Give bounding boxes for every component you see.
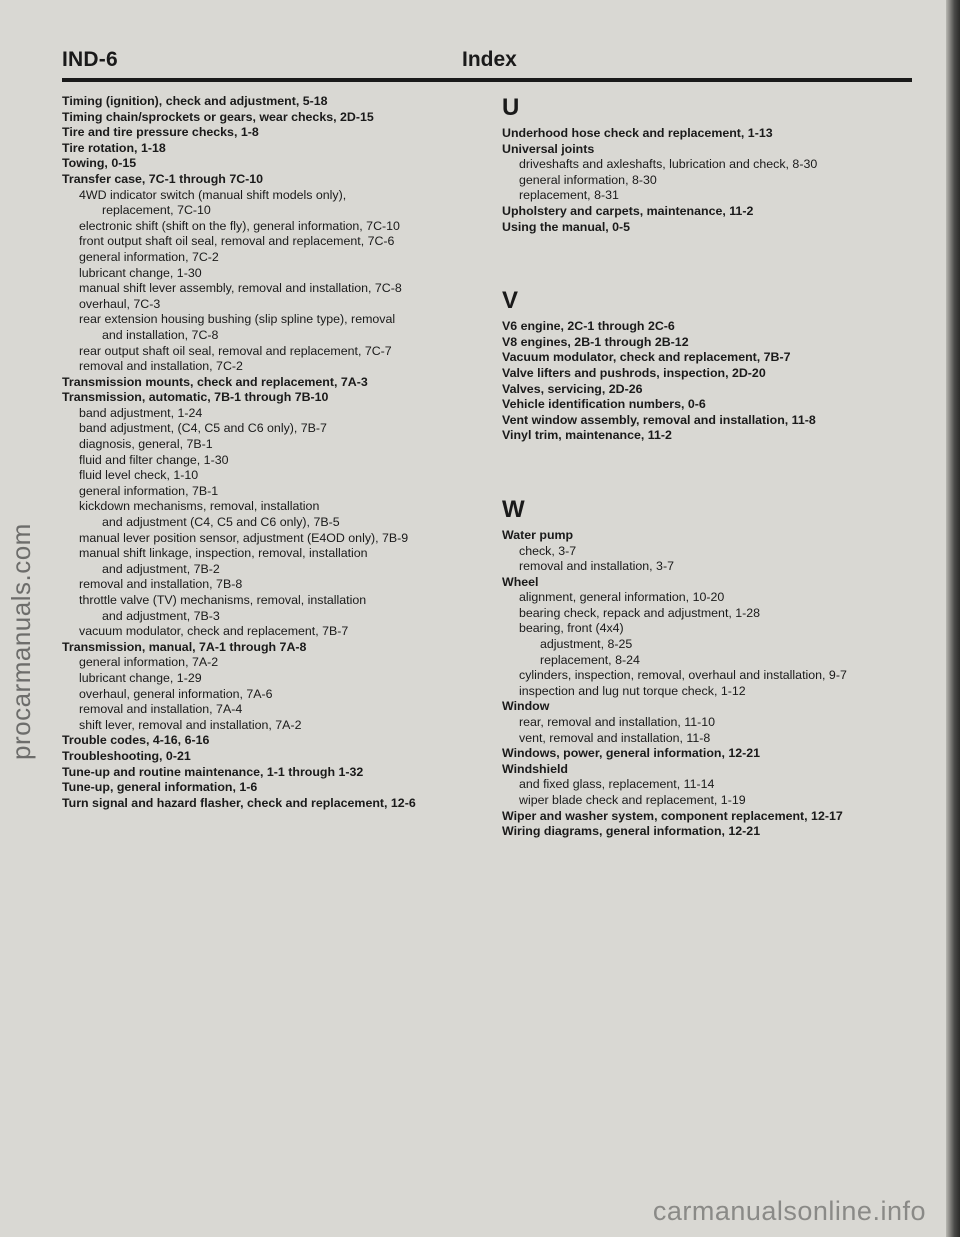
index-entry: Vehicle identification numbers, 0-6 <box>502 397 706 412</box>
index-subentry: removal and installation, 7B-8 <box>79 577 243 592</box>
index-subentry: electronic shift (shift on the fly), general information, 7C-10 <box>79 218 400 233</box>
index-entry: Water pump <box>502 527 574 542</box>
page-number: IND-6 <box>62 48 118 71</box>
index-entry: Vinyl trim, maintenance, 11-2 <box>502 428 672 443</box>
index-entry: Turn signal and hazard flasher, check and replacement, 12-6 <box>62 795 416 810</box>
index-entry: Universal joints <box>502 141 595 156</box>
index-entry: Transmission mounts, check and replacement, 7A-3 <box>62 374 368 389</box>
page-header <box>62 48 912 82</box>
index-subentry: and adjustment, 7B-3 <box>102 608 220 623</box>
index-subentry: general information, 8-30 <box>519 172 657 187</box>
index-entry: Timing chain/sprockets or gears, wear checks, 2D-15 <box>62 109 374 124</box>
index-subentry: check, 3-7 <box>519 543 577 558</box>
spacer <box>502 444 912 496</box>
index-subentry: and installation, 7C-8 <box>102 327 219 342</box>
index-entry: Troubleshooting, 0-21 <box>62 748 191 763</box>
index-entry: Transmission, automatic, 7B-1 through 7B-10 <box>62 390 329 405</box>
index-subentry: inspection and lug nut torque check, 1-12 <box>519 683 746 698</box>
index-subentry: lubricant change, 1-29 <box>79 670 202 685</box>
index-entry: Transmission, manual, 7A-1 through 7A-8 <box>62 639 307 654</box>
section-letter-v: V <box>502 287 519 315</box>
index-entry: Underhood hose check and replacement, 1-13 <box>502 126 773 140</box>
watermark-side: procarmanuals.com <box>6 523 36 760</box>
index-entry: Valve lifters and pushrods, inspection, 2D-20 <box>502 365 766 380</box>
index-subentry: rear output shaft oil seal, removal and replacement, 7C-7 <box>79 343 392 358</box>
watermark-bottom: carmanualsonline.info <box>652 1196 926 1226</box>
index-subentry: bearing check, repack and adjustment, 1-28 <box>519 605 761 620</box>
index-subentry: diagnosis, general, 7B-1 <box>79 437 213 452</box>
section-u-entries <box>502 126 912 235</box>
index-subentry: fluid and filter change, 1-30 <box>79 452 229 467</box>
index-subentry: replacement, 8-24 <box>540 652 640 667</box>
index-entry: Trouble codes, 4-16, 6-16 <box>62 733 210 748</box>
section-v-entries <box>502 319 912 444</box>
index-subentry: general information, 7B-1 <box>79 483 219 498</box>
index-entry: Window <box>502 699 550 714</box>
index-entry: Using the manual, 0-5 <box>502 219 631 234</box>
page-title: Index <box>462 48 517 71</box>
index-subentry: driveshafts and axleshafts, lubrication and check, 8-30 <box>519 157 818 172</box>
index-entry: Wheel <box>502 574 539 589</box>
index-subentry: fluid level check, 1-10 <box>79 468 199 483</box>
index-subentry: wiper blade check and replacement, 1-19 <box>519 793 746 807</box>
index-entry: Tune-up and routine maintenance, 1-1 through 1-32 <box>62 764 364 779</box>
index-subentry: kickdown mechanisms, removal, installation <box>79 499 320 514</box>
index-subentry: lubricant change, 1-30 <box>79 265 202 280</box>
header-rule <box>62 78 912 82</box>
index-subentry: and adjustment (C4, C5 and C6 only), 7B-5 <box>102 515 340 530</box>
index-subentry: removal and installation, 7C-2 <box>79 359 243 374</box>
index-entry: Vent window assembly, removal and installation, 11-8 <box>502 412 816 427</box>
index-entry: Towing, 0-15 <box>62 156 137 171</box>
index-subentry: manual lever position sensor, adjustment (E4OD only), 7B-9 <box>79 530 409 545</box>
index-column-right <box>502 94 912 840</box>
index-subentry: and fixed glass, replacement, 11-14 <box>519 777 715 792</box>
index-entry: Valves, servicing, 2D-26 <box>502 381 643 396</box>
index-subentry: front output shaft oil seal, removal and replacement, 7C-6 <box>79 234 395 249</box>
index-entry: Upholstery and carpets, maintenance, 11-2 <box>502 203 754 218</box>
index-entry: V8 engines, 2B-1 through 2B-12 <box>502 334 689 349</box>
index-subentry: replacement, 7C-10 <box>102 203 211 218</box>
index-entry: Transfer case, 7C-1 through 7C-10 <box>62 171 264 186</box>
index-subentry: replacement, 8-31 <box>519 188 619 203</box>
index-entry: Tune-up, general information, 1-6 <box>62 780 258 795</box>
index-subentry: shift lever, removal and installation, 7A-2 <box>79 717 302 732</box>
index-subentry: alignment, general information, 10-20 <box>519 590 725 605</box>
index-subentry: and adjustment, 7B-2 <box>102 561 220 576</box>
index-subentry: band adjustment, 1-24 <box>79 405 203 420</box>
index-subentry: general information, 7A-2 <box>79 655 219 670</box>
index-entry: Vacuum modulator, check and replacement, 7B-7 <box>502 350 791 365</box>
index-subentry: vacuum modulator, check and replacement, 7B-7 <box>79 624 349 639</box>
index-subentry: rear, removal and installation, 11-10 <box>519 715 716 730</box>
spacer <box>502 235 912 287</box>
section-w-entries <box>502 528 912 840</box>
index-subentry: manual shift lever assembly, removal and installation, 7C-8 <box>79 281 402 296</box>
index-subentry: removal and installation, 7A-4 <box>79 702 243 717</box>
index-entry: Windshield <box>502 761 568 776</box>
index-entry: Wiper and washer system, component replacement, 12-17 <box>502 808 843 823</box>
index-subentry: vent, removal and installation, 11-8 <box>519 730 711 745</box>
index-subentry: rear extension housing bushing (slip spline type), removal <box>79 312 396 327</box>
index-entry: Tire rotation, 1-18 <box>62 140 166 155</box>
index-subentry: bearing, front (4x4) <box>519 621 624 636</box>
index-entry: Tire and tire pressure checks, 1-8 <box>62 125 259 140</box>
index-column-left <box>62 94 482 811</box>
index-subentry: removal and installation, 3-7 <box>519 559 674 574</box>
index-subentry: overhaul, general information, 7A-6 <box>79 686 273 701</box>
index-subentry: overhaul, 7C-3 <box>79 296 161 311</box>
index-entry: Windows, power, general information, 12-21 <box>502 746 761 761</box>
index-subentry: band adjustment, (C4, C5 and C6 only), 7B-7 <box>79 421 327 436</box>
index-subentry: adjustment, 8-25 <box>540 637 633 652</box>
index-subentry: general information, 7C-2 <box>79 249 219 264</box>
index-entry: V6 engine, 2C-1 through 2C-6 <box>502 319 675 334</box>
page-edge <box>946 0 960 1237</box>
section-letter-w: W <box>502 495 525 523</box>
index-subentry: throttle valve (TV) mechanisms, removal, installation <box>79 593 367 607</box>
index-subentry: manual shift linkage, inspection, removal, installation <box>79 546 368 561</box>
index-entry: Timing (ignition), check and adjustment, 5-18 <box>62 94 328 108</box>
section-letter-u: U <box>502 94 520 121</box>
index-subentry: 4WD indicator switch (manual shift models only), <box>79 187 347 202</box>
index-entry: Wiring diagrams, general information, 12-21 <box>502 824 761 839</box>
index-subentry: cylinders, inspection, removal, overhaul and installation, 9-7 <box>519 668 847 683</box>
